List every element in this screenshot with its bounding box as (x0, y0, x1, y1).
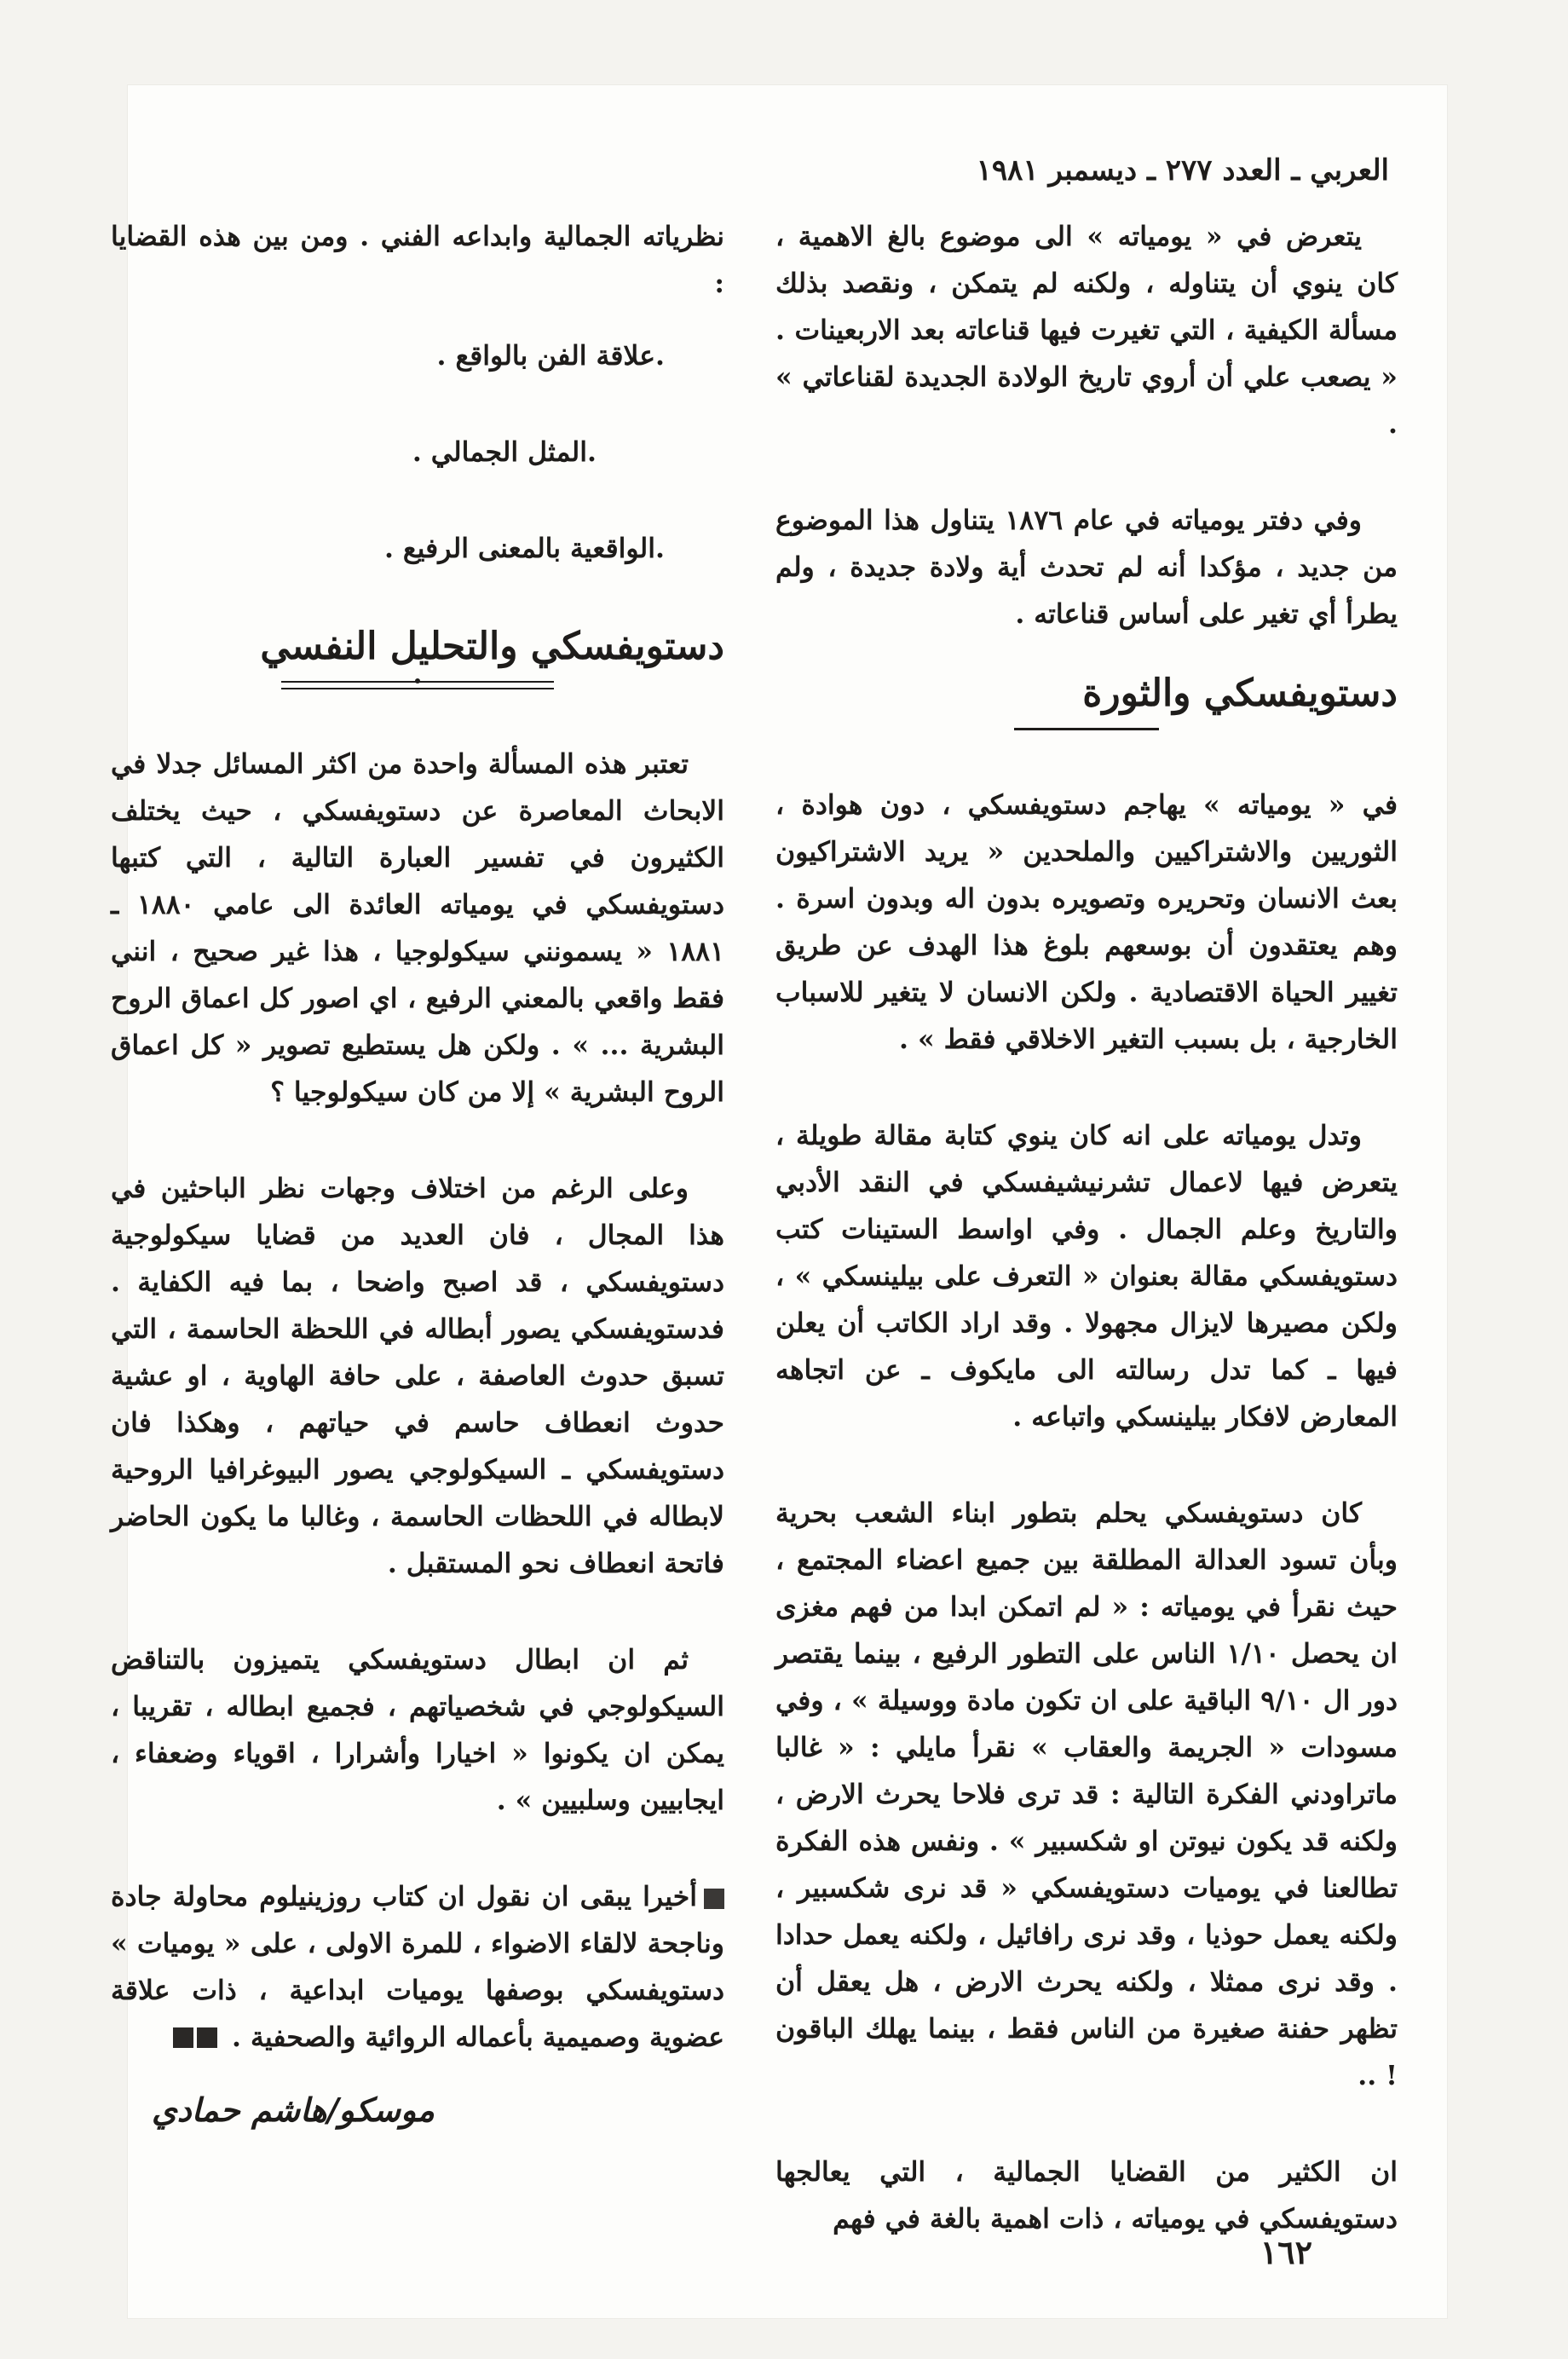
list-item: .علاقة الفن بالواقع . (436, 340, 665, 372)
paragraph: ان الكثير من القضايا الجمالية ، التي يعالجها دستويفسكي في يومياته ، ذات اهمية بالغة في فهم (775, 2156, 1398, 2235)
paragraph: في « يومياته » يهاجم دستويفسكي ، دون هوادة ، الثوريين والاشتراكيين والملحدين « يريد الاشتراكيون بعث الانسان وتحريره وتصويره بدون اله وبدون اسرة . وهم يعتقدون أن بوسعهم بلوغ هذا الهدف عن طريق تغيير الحياة الاقتصادية . ولكن الانسان لا يتغير للاسباب الخارجية ، بل بسبب التغير الاخلاقي فقط » . (775, 789, 1398, 1055)
list-item: .المثل الجمالي . (412, 436, 597, 468)
paragraph: وعلى الرغم من اختلاف وجهات نظر الباحثين في هذا المجال ، فان العديد من قضايا سيكولوجية دستويفسكي ، قد اصبح واضحا ، بما فيه الكفاية . فدستويفسكي يصور أبطاله في اللحظة الحاسمة ، التي تسبق حدوث العاصفة ، على حافة الهاوية ، او عشية حدوث انعطاف حاسم في حياتهم ، وهكذا فان دستويفسكي ـ السيكولوجي يصور البيوغرافيا الروحية لابطاله في اللحظات الحاسمة ، وغالبا ما يكون الحاضر فاتحة انعطاف نحو المستقبل . (111, 1173, 724, 1579)
paragraph: تعتبر هذه المسألة واحدة من اكثر المسائل جدلا في الابحاث المعاصرة عن دستويفسكي ، حيث يختلف الكثيرون في تفسير العبارة التالية ، التي كتبها دستويفسكي في يومياته العائدة الى عامي ١٨٨٠ ـ ١٨٨١ « يسمونني سيكولوجيا ، هذا غير صحيح ، انني فقط واقعي بالمعني الرفيع ، اي اصور كل اعماق الروح البشرية ... » . ولكن هل يستطيع تصوير « كل اعماق الروح البشرية » إلا من كان سيكولوجيا ؟ (111, 748, 724, 1108)
left-column (111, 213, 724, 2133)
square-bullet-icon (704, 1889, 724, 1909)
paragraph: يتعرض في « يومياته » الى موضوع بالغ الاهمية ، كان ينوي أن يتناوله ، ولكنه لم يتمكن ، ونقصد بذلك مسألة الكيفية ، التي تغيرت فيها قناعاته بعد الاربعينات . « يصعب علي أن أروي تاريخ الولادة الجديدة لقناعاتي » . (775, 221, 1398, 440)
paragraph: ثم ان ابطال دستويفسكي يتميزون بالتناقض السيكولوجي في شخصياتهم ، فجميع ابطاله ، تقريبا ، يمكن ان يكونوا « اخيارا وأشرارا ، اقوياء وضعفاء ، ايجابيين وسلبيين » . (111, 1644, 724, 1816)
paragraph: كان دستويفسكي يحلم بتطور ابناء الشعب بحرية وبأن تسود العدالة المطلقة بين جميع اعضاء المجتمع ، حيث نقرأ في يومياته : « لم اتمكن ابدا من فهم مغزى ان يحصل ١/١٠ الناس على التطور الرفيع ، بينما يقتصر دور ال ٩/١٠ الباقية على ان تكون مادة ووسيلة » ، وفي مسودات « الجريمة والعقاب » نقرأ مايلي : « غالبا ماتراودني الفكرة التالية : قد ترى فلاحا يحرث الارض ، ولكنه قد يكون نيوتن او شكسبير » . ونفس هذه الفكرة تطالعنا في يوميات دستويفسكي « قد نرى شكسبير ، ولكنه يعمل حوذيا ، وقد نرى رافائيل ، ولكنه يعمل حدادا . وقد نرى ممثلا ، ولكنه يحرث الارض ، هل يعقل أن تظهر حفنة صغيرة من الناس فقط ، بينما يهلك الباقون ! .. (775, 1497, 1398, 2091)
paragraph: وفي دفتر يومياته في عام ١٨٧٦ يتناول هذا الموضوع من جديد ، مؤكدا أنه لم تحدث أية ولادة جديدة ، ولم يطرأ أي تغير على أساس قناعاته . (775, 505, 1398, 630)
section-title-psychoanalysis: دستويفسكي والتحليل النفسي (260, 625, 724, 668)
section-title-revolution: دستويفسكي والثورة (1082, 672, 1398, 715)
paragraph: نظرياته الجمالية وابداعه الفني . ومن بين هذه القضايا : (111, 221, 724, 299)
paragraph: وتدل يومياته على انه كان ينوي كتابة مقالة طويلة ، يتعرض فيها لاعمال تشرنيشيفسكي في النقد الأدبي والتاريخ وعلم الجمال . وفي اواسط الستينات كتب دستويفسكي مقالة بعنوان « التعرف على بيلينسكي » ، ولكن مصيرها لايزال مجهولا . وقد اراد الكاتب أن يعلن فيها ـ كما تدل رسالته الى مايكوف ـ عن اتجاهه المعارض لافكار بيلينسكي واتباعه . (775, 1120, 1398, 1433)
closing-text: أخيرا يبقى ان نقول ان كتاب روزينيلوم محاولة جادة وناجحة لالقاء الاضواء ، للمرة الاولى ، على « يوميات » دستويفسكي بوصفها يوميات ابداعية ، ذات علاقة عضوية وصميمية بأعماله الروائية والصحفية . (111, 1881, 724, 2053)
page-number: ١٦٢ (1260, 2233, 1312, 2271)
divider-dot (415, 678, 420, 683)
end-mark-icon (170, 2016, 217, 2062)
section-divider (1014, 728, 1159, 730)
list-item: .الواقعية بالمعنى الرفيع . (383, 533, 665, 564)
closing-paragraph (111, 1873, 724, 2062)
section-divider (281, 681, 554, 689)
author-signature: موسكو/هاشم حمادي (152, 2091, 435, 2129)
running-head: العربي ـ العدد ٢٧٧ ـ ديسمبر ١٩٨١ (976, 153, 1389, 187)
right-column (775, 213, 1398, 2242)
